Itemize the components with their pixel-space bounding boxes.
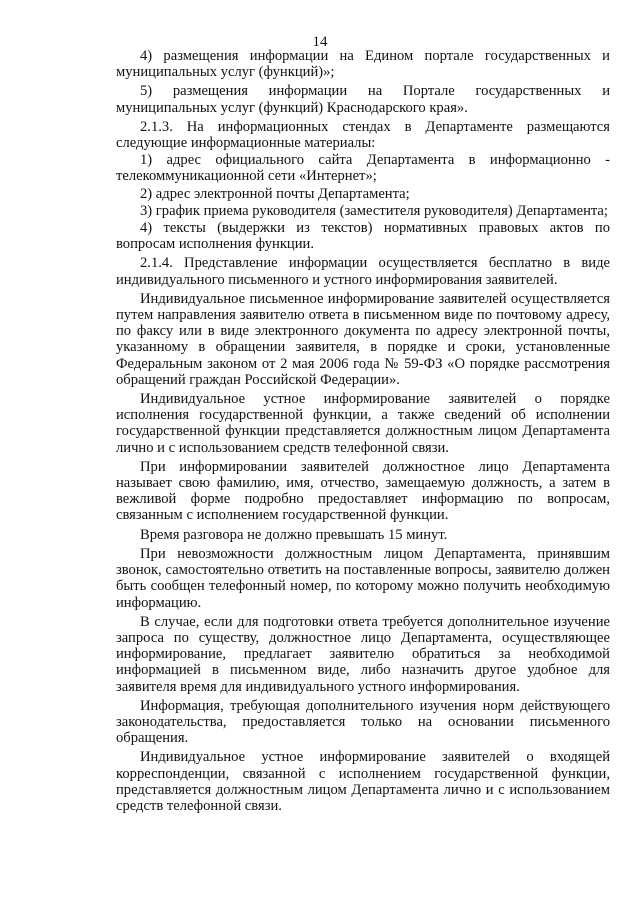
paragraph-6: 3) график приема руководителя (заместителя руководителя) Департамента;: [140, 202, 608, 219]
paragraph-3: 2.1.3. На информационных стендах в Департаменте размещаются следующие информационные материалы:: [116, 118, 610, 152]
document-body: [116, 48, 610, 817]
paragraph-16: Индивидуальное устное информирование заявителей о входящей корреспонденции, связанной с исполнением государственной функции, представляется должностным лицом Департамента лично и с использованием средств телефонной связи.: [116, 749, 610, 814]
paragraph-4: 1) адрес официального сайта Департамента в информационно - телекоммуникационной сети «Интернет»;: [116, 152, 610, 185]
paragraph-7: 4) тексты (выдержки из текстов) нормативных правовых актов по вопросам исполнения функции.: [116, 220, 610, 253]
paragraph-2: 5) размещения информации на Портале государственных и муниципальных услуг (функций) Краснодарского края».: [116, 83, 610, 116]
page-number: 14: [312, 34, 328, 50]
paragraph-1: 4) размещения информации на Едином портале государственных и муниципальных услуг (функций)»;: [116, 48, 610, 81]
paragraph-5: 2) адрес электронной почты Департамента;: [140, 185, 410, 202]
paragraph-14: В случае, если для подготовки ответа требуется дополнительное изучение запроса по существу, должностное лицо Департамента, осуществляющее информирование, предлагает заявителю обратиться за необходимой информацией в письменном виде, либо назначить другое удобное для заявителя время для индивидуального устного информирования.: [116, 613, 610, 695]
paragraph-15: Информация, требующая дополнительного изучения норм действующего законодательства, предоставляется только на основании письменного обращения.: [116, 697, 610, 747]
paragraph-10: Индивидуальное устное информирование заявителей о порядке исполнения государственной функции, а также сведений об исполнении государственной функции представляется должностным лицом Департамента лично и с использованием средств телефонной связи.: [116, 391, 610, 456]
paragraph-11: При информировании заявителей должностное лицо Департамента называет свою фамилию, имя, отчество, замещаемую должность, а затем в вежливой форме подробно предоставляет информацию по вопросам, связанным с исполнением государственной функции.: [116, 458, 610, 524]
paragraph-9: Индивидуальное письменное информирование заявителей осуществляется путем направления заявителю ответа в письменном виде по почтовому адресу, по факсу или в виде электронного документа по адресу электронной почты, указанному в обращении заявителя, в порядке и сроки, установленные Федеральным законом от 2 мая 2006 года № 59-ФЗ «О порядке рассмотрения обращений граждан Российской Федерации».: [116, 290, 610, 388]
paragraph-13: При невозможности должностным лицом Департамента, принявшим звонок, самостоятельно ответить на поставленные вопросы, заявителю должен быть сообщен телефонный номер, по которому можно получить необходимую информацию.: [116, 545, 610, 611]
paragraph-12: Время разговора не должно превышать 15 минут.: [140, 526, 448, 543]
paragraph-8: 2.1.4. Представление информации осуществляется бесплатно в виде индивидуального письменного и устного информирования заявителей.: [116, 255, 610, 288]
